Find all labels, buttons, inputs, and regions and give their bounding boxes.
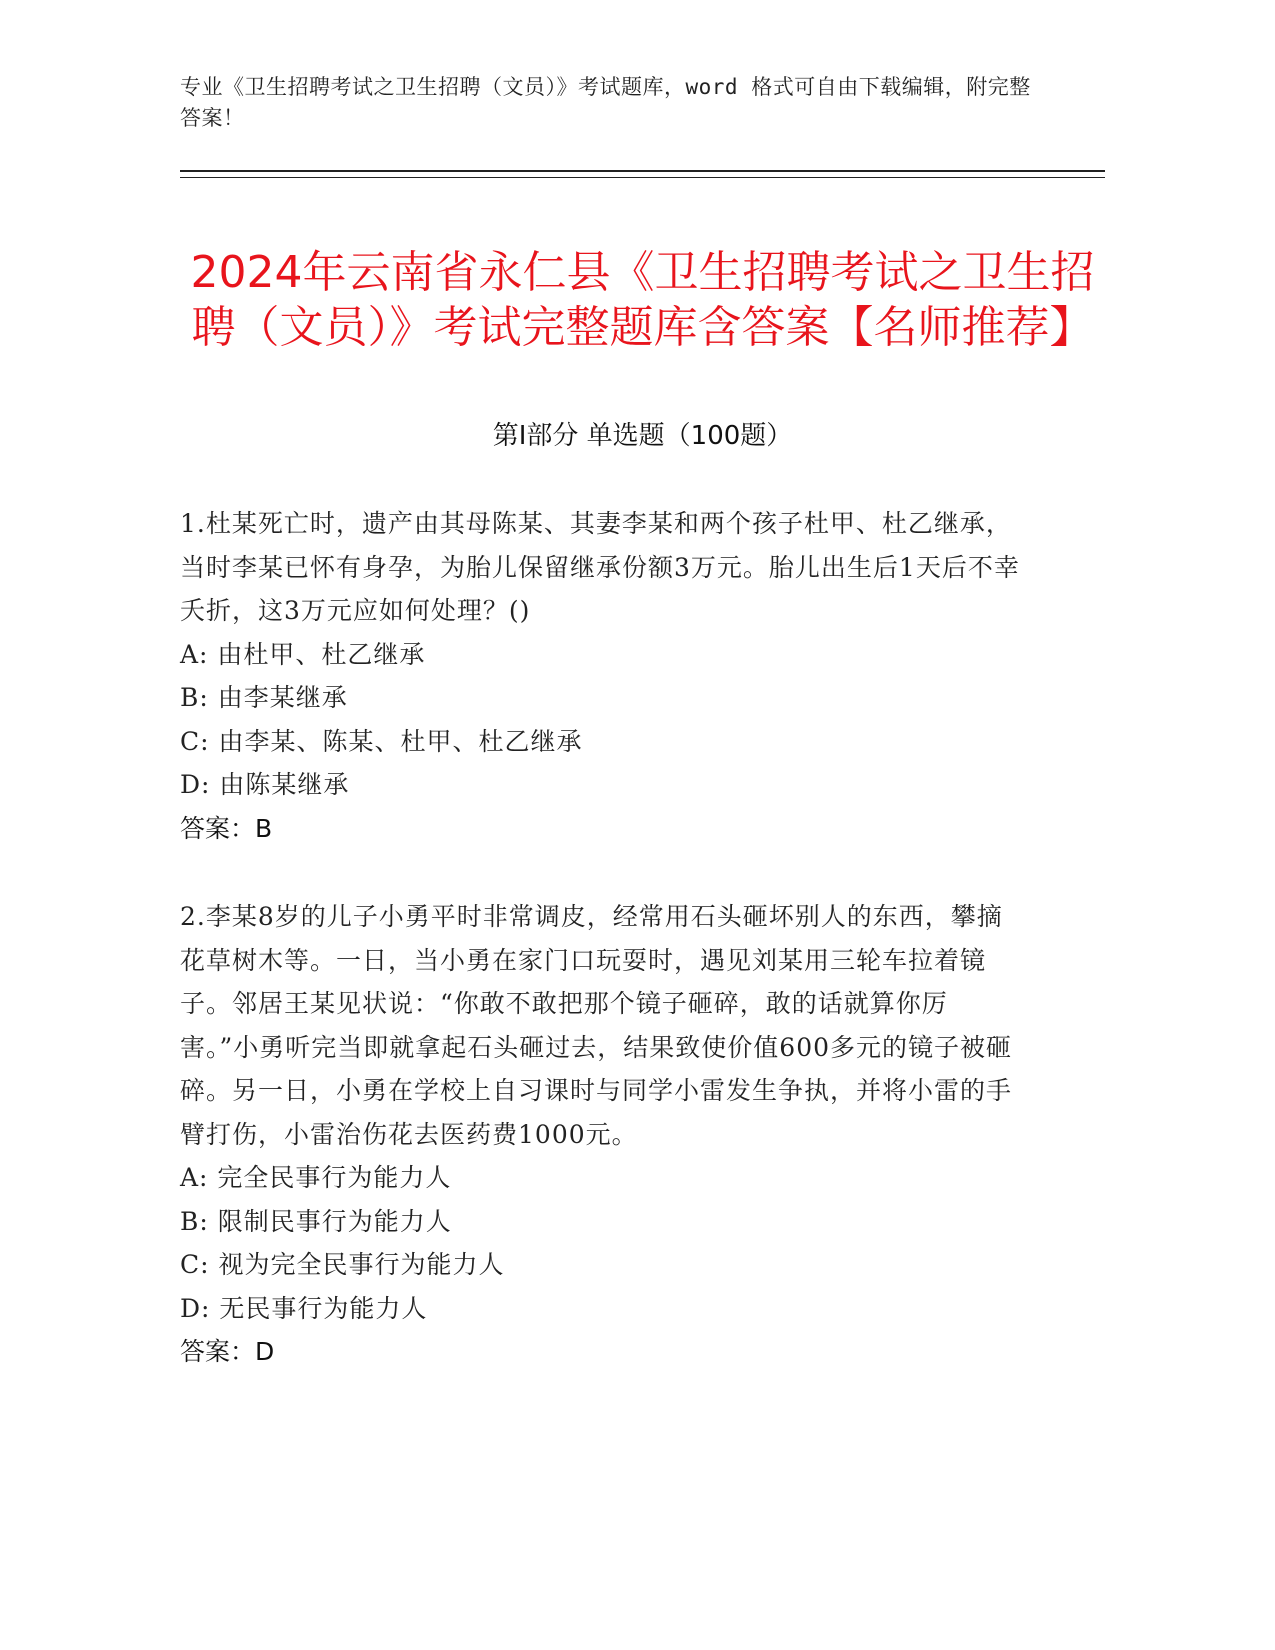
question-2	[180, 895, 1020, 1374]
option-a: A: 由杜甲、杜乙继承	[180, 639, 426, 669]
option-d: D: 由陈某继承	[180, 770, 350, 799]
option-c: C: 由李某、陈某、杜甲、杜乙继承	[180, 726, 583, 756]
question-stem: 1.杜某死亡时，遗产由其母陈某、其妻李某和两个孩子杜甲、杜乙继承，当时李某已怀有身孕，为胎儿保留继承份额3万元。胎儿出生后1天后不幸夭折，这3万元应如何处理？()	[180, 509, 1020, 625]
question-1	[180, 502, 1020, 850]
section-heading: 第Ⅰ部分 单选题（100题）	[492, 421, 793, 451]
option-a: A: 完全民事行为能力人	[180, 1163, 452, 1192]
option-c: C: 视为完全民事行为能力人	[180, 1250, 505, 1279]
document-title: 2024年云南省永仁县《卫生招聘考试之卫生招聘（文员）》考试完整题库含答案【名师推荐】	[190, 247, 1095, 354]
option-d: D: 无民事行为能力人	[180, 1293, 428, 1323]
option-b: B: 由李某继承	[180, 683, 348, 712]
question-stem: 2.李某8岁的儿子小勇平时非常调皮，经常用石头砸坏别人的东西，攀摘花草树木等。一日，当小勇在家门口玩耍时，遇见刘某用三轮车拉着镜子。邻居王某见状说：“你敢不敢把那个镜子砸碎，敢的话就算你厉害。”小勇听完当即就拿起石头砸过去，结果致使价值600多元的镜子被砸碎。另一日，小勇在学校上自习课时与同学小雷发生争执，并将小雷的手臂打伤，小雷治伤花去医药费1000元。	[180, 902, 1013, 1149]
header-note: 专业《卫生招聘考试之卫生招聘（文员）》考试题库，word 格式可自由下载编辑，附完整答案！	[180, 75, 1031, 130]
answer: 答案：B	[180, 813, 273, 843]
answer: 答案：D	[180, 1337, 275, 1366]
header-rule-thin	[180, 177, 1105, 178]
option-b: B: 限制民事行为能力人	[180, 1206, 452, 1236]
header-rule-thick	[180, 170, 1105, 172]
